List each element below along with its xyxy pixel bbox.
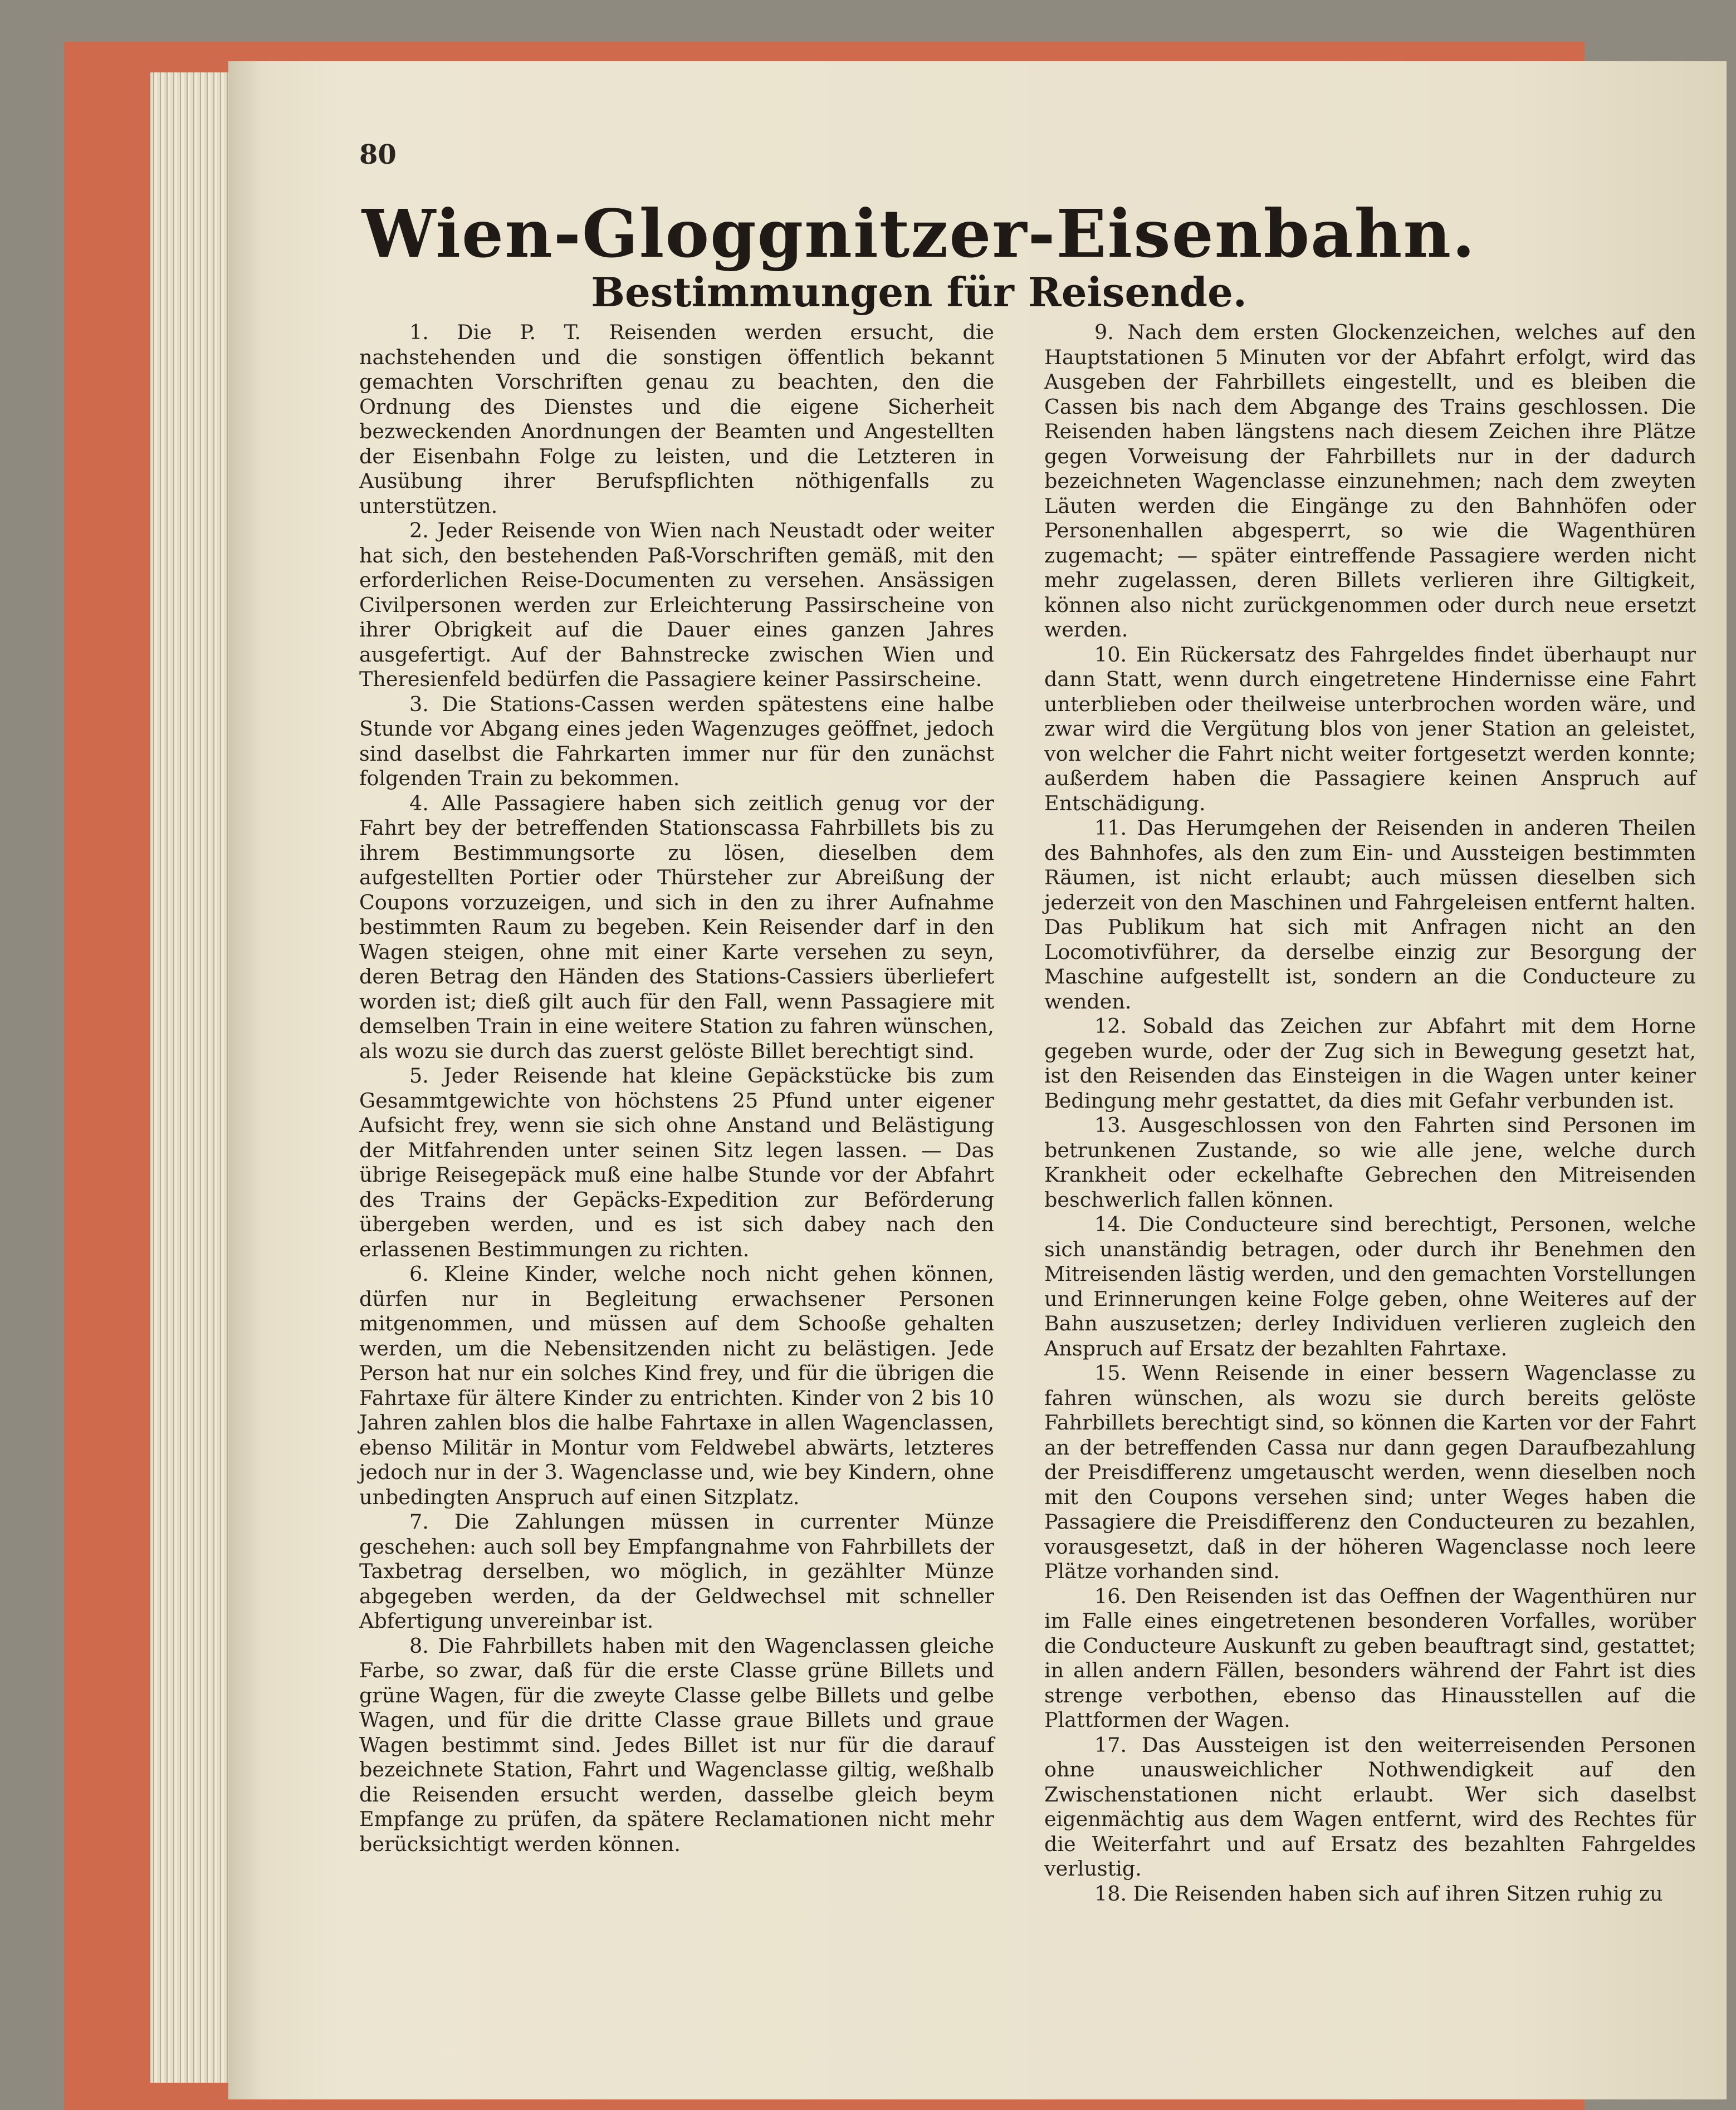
paragraph: 18. Die Reisenden haben sich auf ihren Sitzen ruhig zu: [1094, 1881, 1663, 1906]
page-title: Wien-Gloggnitzer-Eisenbahn.: [361, 195, 1476, 272]
paragraph: 12. Sobald das Zeichen zur Abfahrt mit dem Horne gegeben wurde, oder der Zug sich in Bewegung gesetzt hat, ist den Reisenden das Einsteigen in die Wagen unter keiner Bedingung mehr gestattet, da dies mit Gefahr verbunden ist.: [1044, 1014, 1696, 1113]
paragraph: 1. Die P. T. Reisenden werden ersucht, die nachstehenden und die sonstigen öffentlich bekannt gemachten Vorschriften genau zu beachten, den die Ordnung des Dienstes und die eigene Sicherheit bezweckenden Anordnungen der Beamten und Angestellten der Eisenbahn Folge zu leisten, und die Letzteren in Ausübung ihrer Berufspflichten nöthigenfalls zu unterstützen.: [359, 320, 994, 518]
paragraph: 14. Die Conducteure sind berechtigt, Personen, welche sich unanständig betragen, oder durch ihr Benehmen den Mitreisenden lästig werden, und den gemachten Vorstellungen und Erinnerungen keine Folge geben, ohne Weiteres auf der Bahn auszusetzen; derley Individuen verlieren zugleich den Anspruch auf Ersatz der bezahlten Fahrtaxe.: [1044, 1212, 1696, 1360]
paragraph: 9. Nach dem ersten Glockenzeichen, welches auf den Hauptstationen 5 Minuten vor der Abfahrt erfolgt, wird das Ausgeben der Fahrbillets eingestellt, und es bleiben die Cassen bis nach dem Abgange des Trains geschlossen. Die Reisenden haben längstens nach diesem Zeichen ihre Plätze gegen Vorweisung der Fahrbillets nur in der dadurch bezeichneten Wagenclasse einzunehmen; nach dem zweyten Läuten werden die Eingänge zu den Bahnhöfen oder Personenhallen abgesperrt, so wie die Wagenthüren zugemacht; — später eintreffende Passagiere werden nicht mehr zugelassen, deren Billets verlieren ihre Giltigkeit, können also nicht zurückgenommen oder durch neue ersetzt werden.: [1044, 320, 1696, 642]
paragraph: 3. Die Stations-Cassen werden spätestens eine halbe Stunde vor Abgang eines jeden Wagenzuges geöffnet, jedoch sind daselbst die Fahrkarten immer nur für den zunächst folgenden Train zu bekommen.: [359, 692, 994, 790]
paragraph: 7. Die Zahlungen müssen in currenter Münze geschehen: auch soll bey Empfangnahme von Fahrbillets der Taxbetrag derselben, wo möglich, in gezählter Münze abgegeben werden, da der Geldwechsel mit schneller Abfertigung unvereinbar ist.: [359, 1510, 994, 1633]
paragraph: 2. Jeder Reisende von Wien nach Neustadt oder weiter hat sich, den bestehenden Paß-Vorschriften gemäß, mit den erforderlichen Reise-Documenten zu versehen. Ansässigen Civilpersonen werden zur Erleichterung Passirscheine von ihrer Obrigkeit auf die Dauer eines ganzen Jahres ausgefertigt. Auf der Bahnstrecke zwischen Wien und Theresienfeld bedürfen die Passagiere keiner Passirscheine.: [359, 518, 994, 691]
left-column: [359, 320, 994, 2035]
page-subtitle: Bestimmungen für Reisende.: [591, 268, 1247, 316]
paragraph: 4. Alle Passagiere haben sich zeitlich genug vor der Fahrt bey der betreffenden Stationscassa Fahrbillets bis zu ihrem Bestimmungsorte zu lösen, dieselben dem aufgestellten Portier oder Thürsteher zur Abreißung der Coupons vorzuzeigen, und sich in den zu ihrer Aufnahme bestimmten Raum zu begeben. Kein Reisender darf in den Wagen steigen, ohne mit einer Karte versehen zu seyn, deren Betrag den Händen des Stations-Cassiers überliefert worden ist; dieß gilt auch für den Fall, wenn Passagiere mit demselben Train in eine weitere Station zu fahren wünschen, als wozu sie durch das zuerst gelöste Billet berechtigt sind.: [359, 791, 994, 1063]
paragraph: 8. Die Fahrbillets haben mit den Wagenclassen gleiche Farbe, so zwar, daß für die erste Classe grüne Billets und grüne Wagen, für die zweyte Classe gelbe Billets und gelbe Wagen, und für die dritte Classe graue Billets und graue Wagen bestimmt sind. Jedes Billet ist nur für die darauf bezeichnete Station, Fahrt und Wagenclasse giltig, weßhalb die Reisenden ersucht werden, dasselbe gleich beym Empfange zu prüfen, da spätere Reclamationen nicht mehr berücksichtigt werden können.: [359, 1633, 994, 1856]
paragraph: 6. Kleine Kinder, welche noch nicht gehen können, dürfen nur in Begleitung erwachsener Personen mitgenommen, und müssen auf dem Schooße gehalten werden, um die Nebensitzenden nicht zu belästigen. Jede Person hat nur ein solches Kind frey, und für die übrigen die Fahrtaxe für ältere Kinder zu entrichten. Kinder von 2 bis 10 Jahren zahlen blos die halbe Fahrtaxe in allen Wagenclassen, ebenso Militär in Montur vom Feldwebel abwärts, letzteres jedoch nur in der 3. Wagenclasse und, wie bey Kindern, ohne unbedingten Anspruch auf einen Sitzplatz.: [359, 1262, 994, 1509]
book-page: [228, 61, 1727, 2099]
paragraph: 15. Wenn Reisende in einer bessern Wagenclasse zu fahren wünschen, als wozu sie durch bereits gelöste Fahrbillets berechtigt sind, so können die Karten vor der Fahrt an der betreffenden Cassa nur dann gegen Daraufbezahlung der Preisdifferenz umgetauscht werden, wenn dieselben noch mit den Coupons versehen sind; unter Weges haben die Passagiere die Preisdifferenz den Conducteuren zu bezahlen, vorausgesetzt, daß in der höheren Wagenclasse noch leere Plätze vorhanden sind.: [1044, 1361, 1696, 1583]
paragraph: 13. Ausgeschlossen von den Fahrten sind Personen im betrunkenen Zustande, so wie alle jene, welche durch Krankheit oder eckelhafte Gebrechen den Mitreisenden beschwerlich fallen können.: [1044, 1113, 1696, 1212]
paragraph: 17. Das Aussteigen ist den weiterreisenden Personen ohne unausweichlicher Nothwendigkeit auf den Zwischenstationen nicht erlaubt. Wer sich daselbst eigenmächtig aus dem Wagen entfernt, wird des Rechtes für die Weiterfahrt und auf Ersatz des bezahlten Fahrgeldes verlustig.: [1044, 1732, 1696, 1881]
paragraph: 16. Den Reisenden ist das Oeffnen der Wagenthüren nur im Falle eines eingetretenen besonderen Vorfalles, worüber die Conducteure Auskunft zu geben beauftragt sind, gestattet; in allen andern Fällen, besonders während der Fahrt ist dies strenge verbothen, ebenso das Hinausstellen auf die Plattformen der Wagen.: [1044, 1584, 1696, 1732]
paragraph: 10. Ein Rückersatz des Fahrgeldes findet überhaupt nur dann Statt, wenn durch eingetretene Hindernisse eine Fahrt unterblieben oder theilweise unterbrochen worden wäre, und zwar wird die Vergütung blos von jener Station an geleistet, von welcher die Fahrt nicht weiter fortgesetzt werden konnte; außerdem haben die Passagiere keinen Anspruch auf Entschädigung.: [1044, 642, 1696, 815]
page-number: 80: [359, 139, 397, 170]
paragraph: 5. Jeder Reisende hat kleine Gepäckstücke bis zum Gesammtgewichte von höchstens 25 Pfund unter eigener Aufsicht frey, wenn sie sich ohne Anstand und Belästigung der Mitfahrenden unter seinen Sitz legen lassen. — Das übrige Reisegepäck muß eine halbe Stunde vor der Abfahrt des Trains der Gepäcks-Expedition zur Beförderung übergeben werden, und es ist sich dabey nach den erlassenen Bestimmungen zu richten.: [359, 1064, 994, 1261]
right-column: [1044, 320, 1696, 2035]
page-edges: [150, 72, 234, 2083]
paragraph: 11. Das Herumgehen der Reisenden in anderen Theilen des Bahnhofes, als den zum Ein- und Aussteigen bestimmten Räumen, ist nicht erlaubt; auch müssen dieselben sich jederzeit von den Maschinen und Fahrgeleisen entfernt halten. Das Publikum hat sich mit Anfragen nicht an den Locomotivführer, da derselbe einzig zur Besorgung der Maschine aufgestellt ist, sondern an die Conducteure zu wenden.: [1044, 816, 1696, 1014]
